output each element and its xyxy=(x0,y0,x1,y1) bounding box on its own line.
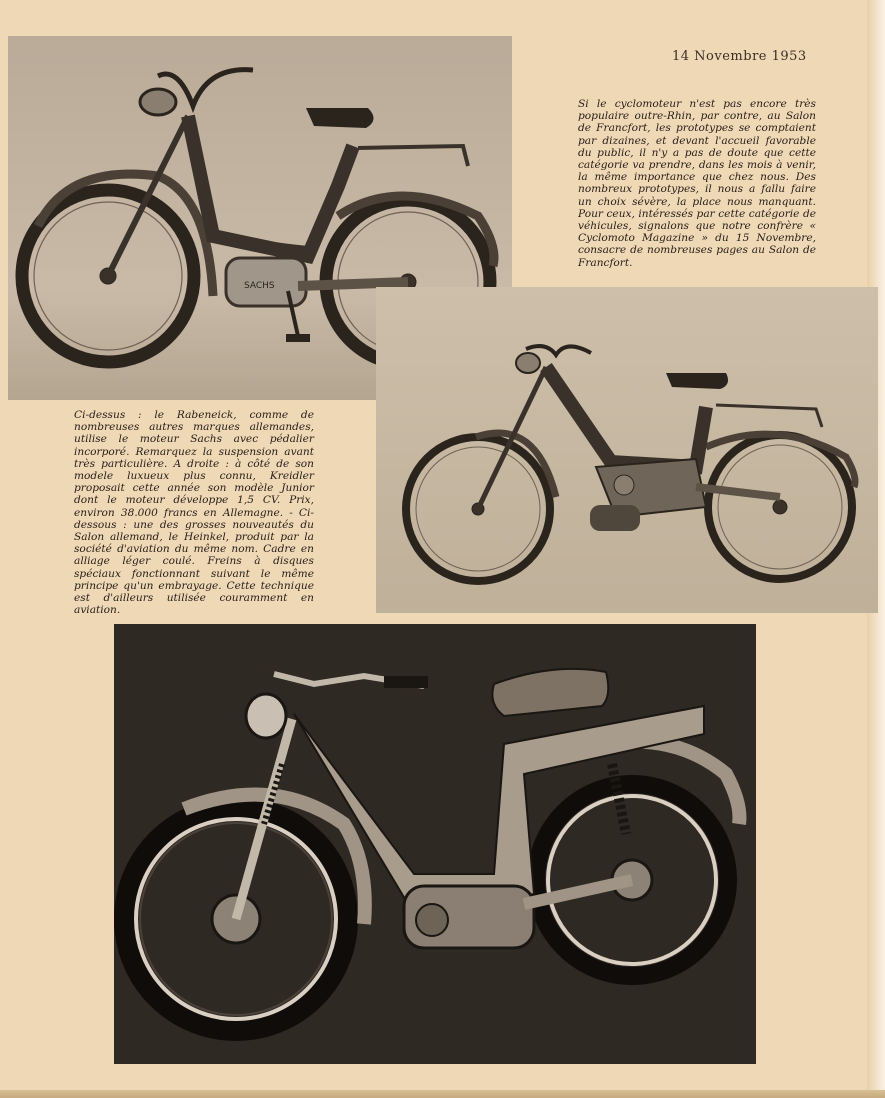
page-date: 14 Novembre 1953 xyxy=(672,49,807,64)
caption-intro: Si le cyclomoteur n'est pas encore très populaire outre-Rhin, par contre, au Salon de Francfort, les prototypes se comptaient par dizaines, et devant l'accueil favorable du public, il n'y a pas de doute que cette catégorie va prendre, dans les mois à venir, la même importance que chez nous. Des nombreux prototypes, il nous a fallu faire un choix sévère, la place nous manquant. Pour ceux, intéressés par cette catégorie de véhicules, signalons que notre confrère « Cyclomoto Magazine » du 15 Novembre, consacre de nombreuses pages au Salon de Francfort. xyxy=(578,98,816,269)
engine-label: SACHS xyxy=(244,281,275,291)
caption-photos: Ci-dessus : le Rabeneick, comme de nombreuses autres marques allemandes, utilise le moteur Sachs avec pédalier incorporé. Remarquez la suspension avant très particulière. A droite : à côté de son modele luxueux plus connu, Kreidler proposait cette année son modèle Junior dont le moteur développe 1,5 CV. Prix, environ 38.000 francs en Allemagne. - Ci-dessous : une des grosses nouveautés du Salon allemand, le Heinkel, produit par la société d'aviation du même nom. Cadre en alliage léger coulé. Freins à disques spéciaux fonctionnant suivant le même principe qu'un embrayage. Cette technique est d'ailleurs utilisée couramment en aviation. xyxy=(74,409,314,617)
photo-heinkel xyxy=(114,624,756,1064)
page-edge-bottom xyxy=(0,1090,885,1098)
photo-kreidler-junior xyxy=(376,287,878,613)
